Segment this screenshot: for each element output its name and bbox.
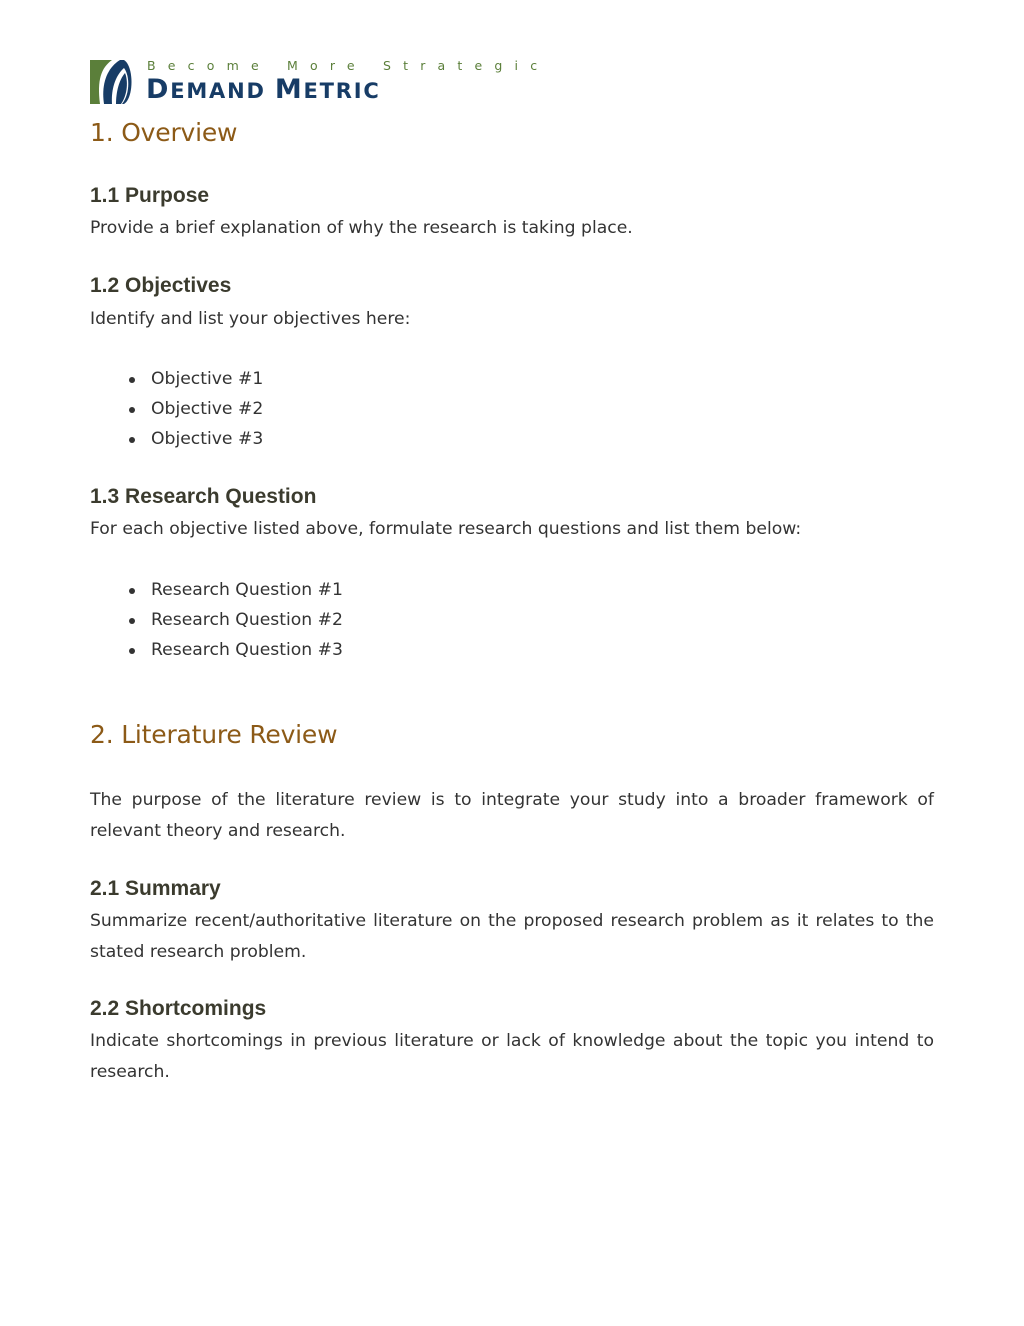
list-item: Objective #2 bbox=[90, 394, 263, 424]
bullet-icon bbox=[129, 407, 135, 413]
subheading-summary: 2.1 Summary bbox=[90, 877, 221, 900]
research-question-text: For each objective listed above, formulate research questions and list them below: bbox=[90, 519, 802, 539]
list-item: Research Question #2 bbox=[90, 605, 343, 635]
section-heading-overview: 1. Overview bbox=[90, 118, 238, 147]
logo-brand-name: DEMAND METRIC bbox=[146, 74, 381, 105]
list-item: Objective #1 bbox=[90, 364, 263, 394]
objectives-text: Identify and list your objectives here: bbox=[90, 309, 411, 329]
list-item: Research Question #3 bbox=[90, 635, 343, 665]
demand-metric-logo bbox=[90, 58, 550, 108]
section-heading-literature-review: 2. Literature Review bbox=[90, 720, 338, 749]
bullet-icon bbox=[129, 618, 135, 624]
subheading-shortcomings: 2.2 Shortcomings bbox=[90, 997, 267, 1020]
demand-metric-logo-icon bbox=[90, 60, 134, 104]
subheading-objectives: 1.2 Objectives bbox=[90, 274, 232, 297]
literature-review-intro: The purpose of the literature review is to integrate your study into a broader framework of relevant theory and research. bbox=[90, 790, 934, 841]
bullet-icon bbox=[129, 648, 135, 654]
list-item: Research Question #1 bbox=[90, 575, 343, 605]
purpose-text: Provide a brief explanation of why the research is taking place. bbox=[90, 218, 633, 238]
bullet-icon bbox=[129, 588, 135, 594]
research-question-list bbox=[90, 575, 343, 666]
bullet-icon bbox=[129, 437, 135, 443]
objectives-list bbox=[90, 364, 263, 455]
logo-tagline: Become More Strategic bbox=[147, 58, 550, 73]
bullet-icon bbox=[129, 377, 135, 383]
summary-text: Summarize recent/authoritative literature on the proposed research problem as it relates to the stated research problem. bbox=[90, 911, 934, 962]
subheading-purpose: 1.1 Purpose bbox=[90, 184, 210, 207]
shortcomings-text: Indicate shortcomings in previous literature or lack of knowledge about the topic you intend to research. bbox=[90, 1031, 934, 1082]
subheading-research-question: 1.3 Research Question bbox=[90, 485, 317, 508]
list-item: Objective #3 bbox=[90, 424, 263, 454]
